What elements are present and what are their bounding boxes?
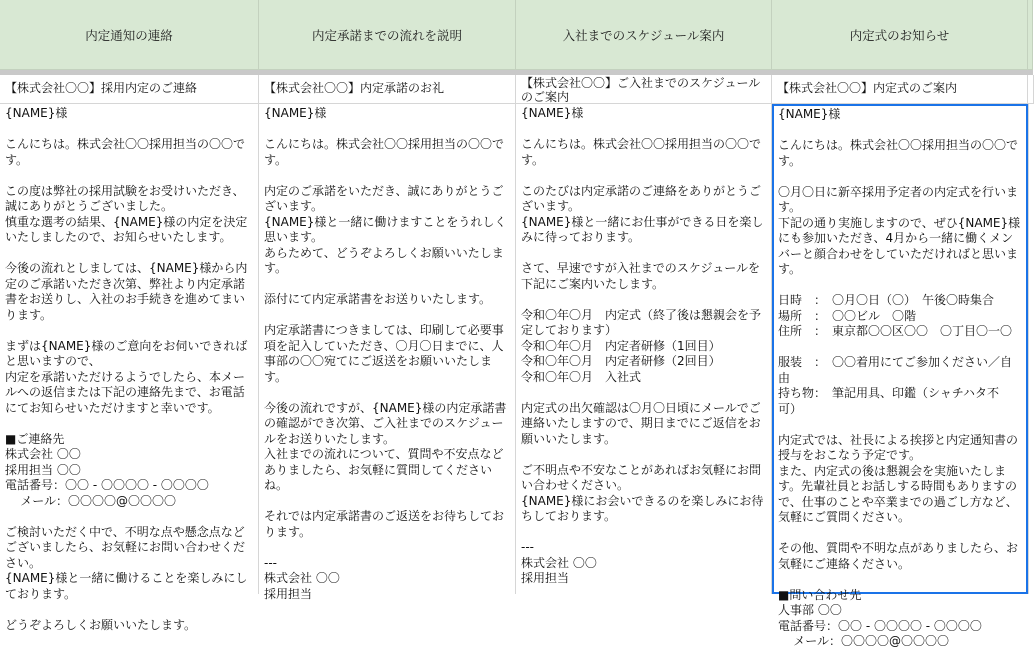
body-cell-5[interactable]: [1028, 104, 1034, 594]
header-cell-5[interactable]: [1028, 0, 1033, 70]
subject-cell-4[interactable]: 【株式会社〇〇】内定式のご案内: [772, 75, 1028, 104]
subject-cell-5[interactable]: [1028, 75, 1034, 104]
header-cell-1[interactable]: 内定通知の連絡: [0, 0, 259, 70]
subject-cell-3[interactable]: 【株式会社〇〇】ご入社までのスケジュールのご案内: [516, 75, 772, 104]
subject-cell-1[interactable]: 【株式会社〇〇】採用内定のご連絡: [0, 75, 259, 104]
body-cell-4[interactable]: {NAME}様 こんにちは。株式会社〇〇採用担当の〇〇です。 〇月〇日に新卒採用予定者の内定式を行います。 下記の通り実施しますので、ぜひ{NAME}様にも参加いただき、4月から一緒に働くメンバーと顔合わせをしていただければと思います。 日時 ： 〇月〇日（〇） 午後〇時集合 場所 ： 〇〇ビル 〇階 住所 ： 東京都〇〇区〇〇 〇丁目〇一〇 服装 ： 〇〇着用にてご参加ください／自由 持ち物： 筆記用具、印鑑（シャチハタ不可） 内定式では、社長による挨拶と内定通知書の授与をおこなう予定です。 また、内定式の後は懇親会を実施いたします。先輩社員とお話しする時間もありますので、仕事のことや卒業までの過ごし方など、気軽にご質問ください。 その他、質問や不明な点がありましたら、お気軽にご連絡ください。 ■問い合わせ先 人事部 〇〇 電話番号：〇〇 - 〇〇〇〇 - 〇〇〇〇 メール：〇〇〇〇@〇〇〇〇: [772, 104, 1028, 594]
subject-cell-2[interactable]: 【株式会社〇〇】内定承諾のお礼: [259, 75, 516, 104]
header-cell-3[interactable]: 入社までのスケジュール案内: [516, 0, 772, 70]
header-cell-4[interactable]: 内定式のお知らせ: [772, 0, 1028, 70]
body-cell-2[interactable]: {NAME}様 こんにちは。株式会社〇〇採用担当の〇〇です。 内定のご承諾をいただき、誠にありがとうございます。 {NAME}様と一緒に働けますことをうれしく思います。 あらためて、どうぞよろしくお願いいたします。 添付にて内定承諾書をお送りいたします。 内定承諾書につきましては、印刷して必要事項を記入していただき、〇月〇日までに、人事部の〇〇宛てにご返送をお願いいたします。 今後の流れですが、{NAME}様の内定承諾書の確認ができ次第、ご入社までのスケジュールをお送りいたします。 入社までの流れについて、質問や不安点などありましたら、お気軽に質問してくださいね。 それでは内定承諾書のご返送をお待ちしております。 --- 株式会社 〇〇 採用担当: [259, 104, 516, 594]
body-cell-1[interactable]: {NAME}様 こんにちは。株式会社〇〇採用担当の〇〇です。 この度は弊社の採用試験をお受けいただき、誠にありがとうございました。 慎重な選考の結果、{NAME}様の内定を決定いたしましたので、お知らせいたします。 今後の流れとしましては、{NAME}様から内定のご承諾いただき次第、弊社より内定承諾書をお送りし、入社のお手続きを進めてまいります。 まずは{NAME}様のご意向をお伺いできればと思いますので、 内定を承諾いただけるようでしたら、本メールへの返信または下記の連絡先まで、お電話にてお知らせいただけますと幸いです。 ■ご連絡先 株式会社 〇〇 採用担当 〇〇 電話番号：〇〇 - 〇〇〇〇 - 〇〇〇〇 メール：〇〇〇〇@〇〇〇〇 ご検討いただく中で、不明な点や懸念点などございましたら、お気軽にお問い合わせください。 {NAME}様と一緒に働けることを楽しみにしております。 どうぞよろしくお願いいたします。: [0, 104, 259, 594]
header-cell-2[interactable]: 内定承諾までの流れを説明: [259, 0, 516, 70]
body-cell-3[interactable]: {NAME}様 こんにちは。株式会社〇〇採用担当の〇〇です。 このたびは内定承諾のご連絡をありがとうございます。 {NAME}様と一緒にお仕事ができる日を楽しみに待っております。 さて、早速ですが入社までのスケジュールを下記にご案内いたします。 令和〇年〇月 内定式（終了後は懇親会を予定しております） 令和〇年〇月 内定者研修（1回目） 令和〇年〇月 内定者研修（2回目） 令和〇年〇月 入社式 内定式の出欠確認は〇月〇日頃にメールでご連絡いたしますので、期日までにご返信をお願いいたします。 ご不明点や不安なことがあればお気軽にお問い合わせください。 {NAME}様にお会いできるのを楽しみにお待ちしております。 --- 株式会社 〇〇 採用担当: [516, 104, 772, 594]
